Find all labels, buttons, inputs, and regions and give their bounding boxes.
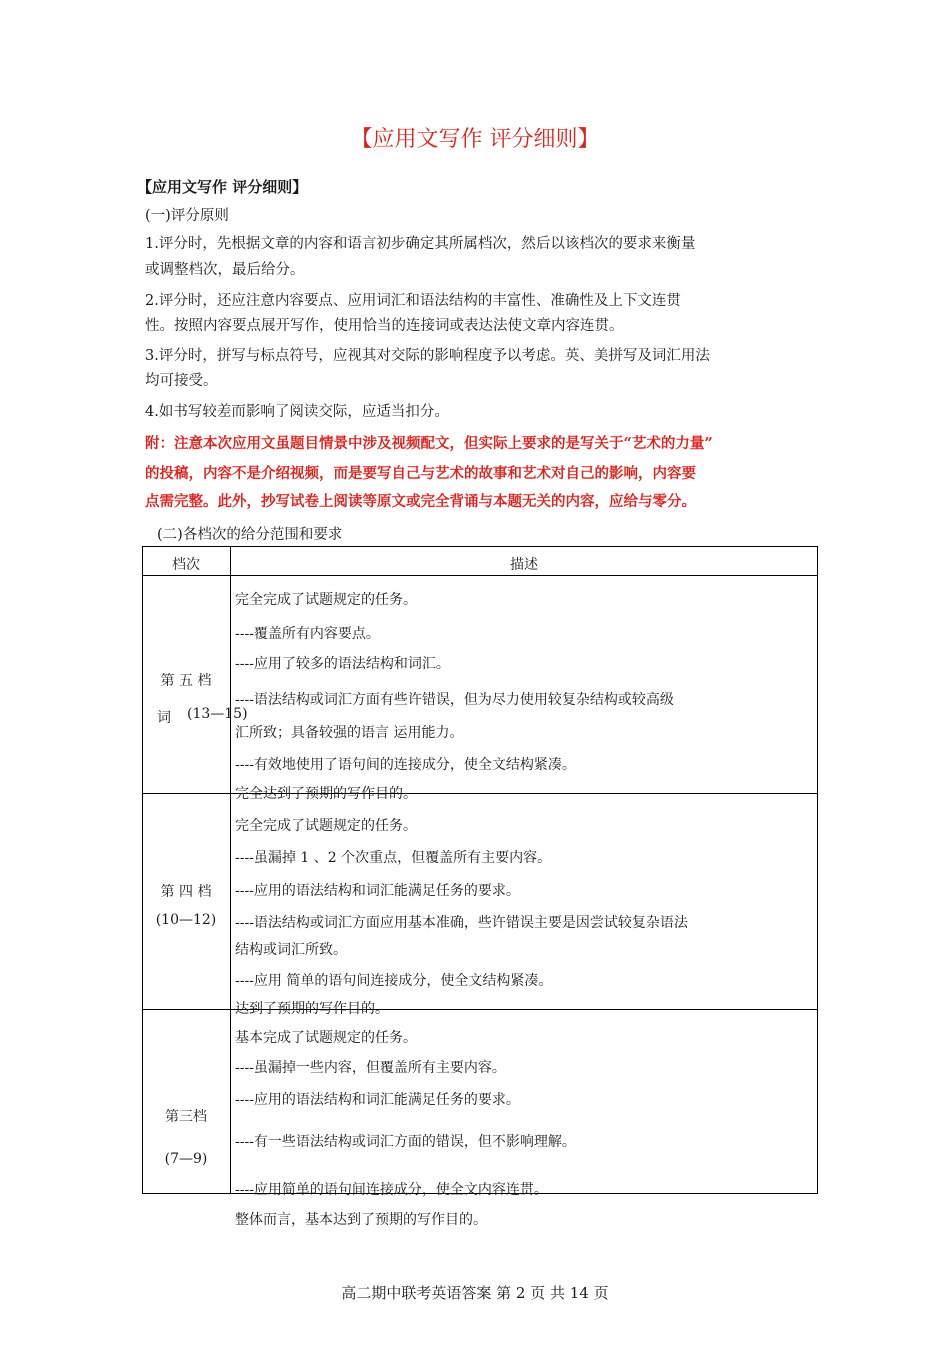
rule-1-line-1: 1.评分时，先根据文章的内容和语言初步确定其所属档次，然后以该档次的要求来衡量 (145, 236, 696, 252)
grade-3-desc-5: ----应用简单的语句间连接成分，使全文内容连贯。 (235, 1182, 548, 1198)
rule-3-line-2: 均可接受。 (145, 373, 218, 389)
grade-5-desc-2: ----覆盖所有内容要点。 (235, 626, 380, 642)
grade-3-desc-4: ----有一些语法结构或词汇方面的错误，但不影响理解。 (235, 1134, 576, 1150)
section-1-title: (一)评分原则 (145, 208, 229, 224)
page-title: 【应用文写作 评分细则】 (350, 127, 600, 152)
grade-3-desc-3: ----应用的语法结构和词汇能满足任务的要求。 (235, 1092, 520, 1108)
section-2-title: (二)各档次的给分范围和要求 (157, 527, 343, 543)
section-heading: 【应用文写作 评分细则】 (137, 178, 308, 196)
page-footer: 高二期中联考英语答案 第 2 页 共 14 页 (341, 1284, 609, 1302)
grade-4-desc-6: ----应用 简单的语句间连接成分，使全文结构紧凑。 (235, 973, 553, 989)
note-line-2: 的投稿，内容不是介绍视频，而是要写自己与艺术的故事和艺术对自己的影响，内容要 (145, 465, 696, 482)
grade-3-desc-1: 基本完成了试题规定的任务。 (235, 1030, 417, 1046)
rule-2-line-1: 2.评分时，还应注意内容要点、应用词汇和语法结构的丰富性、准确性及上下文连贯 (145, 293, 681, 309)
grade-4-desc-3: ----应用的语法结构和词汇能满足任务的要求。 (235, 883, 520, 899)
grade-5-range: (13—15) (187, 706, 248, 722)
grade-4-desc-5: 结构或词汇所致。 (235, 942, 347, 958)
grade-3-desc-6: 整体而言，基本达到了预期的写作目的。 (235, 1212, 487, 1228)
grade-3-label: 第三档 (165, 1109, 207, 1125)
grade-3-desc-2: ----虽漏掉一些内容，但覆盖所有主要内容。 (235, 1060, 506, 1076)
grade-5-desc-7: 完全达到了预期的写作目的。 (235, 786, 417, 802)
grade-3-range: (7—9) (164, 1151, 208, 1167)
grade-4-desc-2: ----虽漏掉 1 、2 个次重点，但覆盖所有主要内容。 (235, 850, 552, 866)
grade-5-desc-overflow: 词 (157, 710, 171, 726)
grade-5-desc-5: 汇所致；具备较强的语言 运用能力。 (235, 725, 464, 741)
grade-5-label: 第 五 档 (160, 673, 212, 689)
note-line-1: 附：注意本次应用文虽题目情景中涉及视频配文，但实际上要求的是写关于“艺术的力量” (145, 435, 713, 452)
rule-3-line-1: 3.评分时，拼写与标点符号，应视其对交际的影响程度予以考虑。英、美拼写及词汇用法 (145, 348, 710, 364)
rule-2-line-2: 性。按照内容要点展开写作，使用恰当的连接词或表达法使文章内容连贯。 (145, 318, 624, 334)
grade-5-desc-4: ----语法结构或词汇方面有些许错误，但为尽力使用较复杂结构或较高级 (235, 692, 674, 708)
grade-4-desc-4: ----语法结构或词汇方面应用基本准确，些许错误主要是因尝试较复杂语法 (235, 915, 688, 931)
grade-5-desc-6: ----有效地使用了语句间的连接成分，使全文结构紧凑。 (235, 757, 576, 773)
grade-4-desc-1: 完全完成了试题规定的任务。 (235, 818, 417, 834)
rule-1-line-2: 或调整档次，最后给分。 (145, 262, 305, 278)
table-header-description: 描述 (510, 557, 538, 573)
grade-4-desc-7: 达到了预期的写作目的。 (235, 1001, 389, 1017)
table-header-grade: 档次 (172, 557, 200, 573)
grade-4-label: 第 四 档 (160, 884, 212, 900)
grade-5-desc-3: ----应用了较多的语法结构和词汇。 (235, 656, 450, 672)
grade-4-range: (10—12) (155, 912, 217, 928)
note-line-3: 点需完整。此外，抄写试卷上阅读等原文或完全背诵与本题无关的内容，应给与零分。 (145, 493, 696, 510)
rule-4-line-1: 4.如书写较差而影响了阅读交际，应适当扣分。 (145, 404, 449, 420)
grade-5-desc-1: 完全完成了试题规定的任务。 (235, 592, 417, 608)
